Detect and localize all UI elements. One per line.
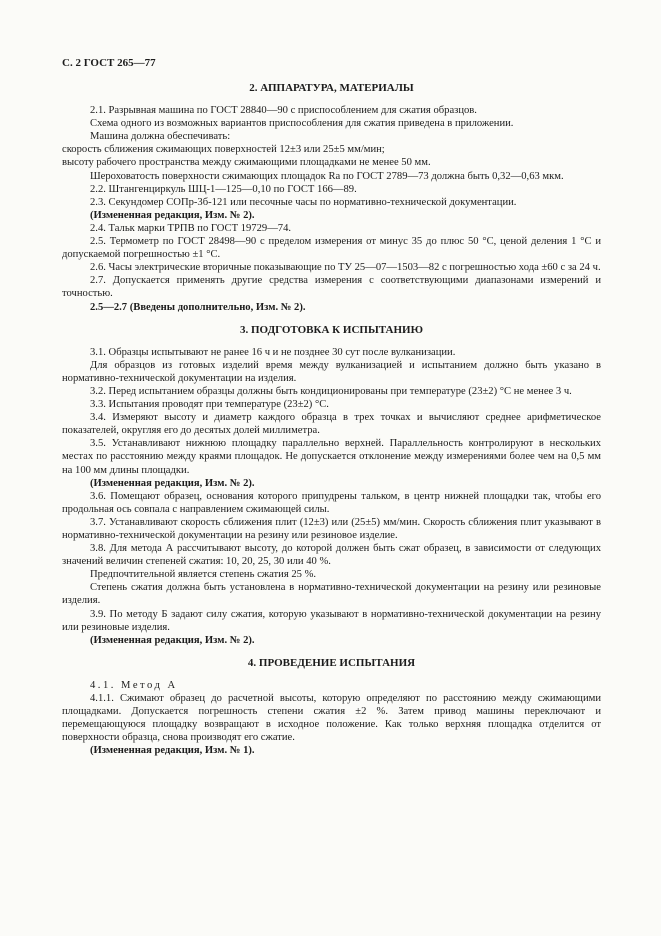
paragraph: 3.4. Измеряют высоту и диаметр каждого образца в трех точках и вычисляют среднее арифметическое показателей, округляя его до десятых долей миллиметра. — [62, 412, 601, 437]
method-heading: 4.1. Метод А — [90, 679, 178, 691]
paragraph: 2.5. Термометр по ГОСТ 28498—90 с пределом измерения от минус 35 до плюс 50 °С, ценой деления 1 °С и допускаемой погрешностью ±1 °С. — [62, 236, 601, 261]
amendment-note: (Измененная редакция, Изм. № 2). — [90, 634, 255, 646]
paragraph: 3.2. Перед испытанием образцы должны быть кондиционированы при температуре (23±2) °С не менее 3 ч. — [90, 385, 572, 397]
paragraph: 3.8. Для метода А рассчитывают высоту, до которой должен быть сжат образец, в зависимости от следующих значений величин степеней сжатия: 10, 20, 25, 30 или 40 %. — [62, 543, 601, 568]
paragraph: Шероховатость поверхности сжимающих площадок Ra по ГОСТ 2789—73 должна быть 0,32—0,63 мкм. — [90, 170, 564, 182]
paragraph: 2.6. Часы электрические вторичные показывающие по ТУ 25—07—1503—82 с погрешностью хода ±60 с за 24 ч. — [90, 262, 601, 274]
paragraph: 2.3. Секундомер СОПр-3б-121 или песочные часы по нормативно-технической документации. — [90, 196, 517, 208]
paragraph: 2.4. Тальк марки ТРПВ по ГОСТ 19729—74. — [90, 222, 292, 234]
paragraph: 3.9. По методу Б задают силу сжатия, которую указывают в нормативно-технической документации на резину или резиновые изделия. — [62, 608, 601, 633]
section-title: 3. ПОДГОТОВКА К ИСПЫТАНИЮ — [240, 323, 423, 336]
paragraph: 3.1. Образцы испытывают не ранее 16 ч и не позднее 30 сут после вулканизации. — [90, 346, 456, 358]
paragraph: высоту рабочего пространства между сжимающими площадками не менее 50 мм. — [62, 157, 431, 169]
paragraph: Схема одного из возможных вариантов приспособления для сжатия приведена в приложении. — [90, 118, 514, 130]
section-title: 2. АППАРАТУРА, МАТЕРИАЛЫ — [249, 82, 414, 94]
paragraph: Машина должна обеспечивать: — [90, 131, 231, 143]
amendment-note: (Измененная редакция, Изм. № 1). — [90, 745, 255, 757]
paragraph: 3.6. Помещают образец, основания которого припудрены тальком, в центр нижней площадки так, чтобы его продольная ось совпала с направлением сжимающей силы. — [62, 490, 601, 515]
amendment-note: (Измененная редакция, Изм. № 2). — [90, 477, 255, 489]
paragraph: 3.7. Устанавливают скорость сближения плит (12±3) или (25±5) мм/мин. Скорость сближения плит указывают в нормативно-технической документации на резину или резиновое изделие. — [62, 516, 601, 541]
paragraph: 2.1. Разрывная машина по ГОСТ 28840—90 с приспособлением для сжатия образцов. — [90, 105, 477, 117]
paragraph: 3.3. Испытания проводят при температуре (23±2) °С. — [90, 399, 329, 411]
paragraph: Предпочтительной является степень сжатия 25 %. — [90, 569, 317, 581]
paragraph: Для образцов из готовых изделий время между вулканизацией и испытанием должно быть указано в нормативно-технической документации на изделия. — [62, 359, 601, 384]
section-title: 4. ПРОВЕДЕНИЕ ИСПЫТАНИЯ — [247, 656, 416, 669]
paragraph: скорость сближения сжимающих поверхностей 12±3 или 25±5 мм/мин; — [62, 144, 385, 156]
amendment-note: (Измененная редакция, Изм. № 2). — [90, 209, 255, 221]
amendment-note: 2.5—2.7 (Введены дополнительно, Изм. № 2). — [90, 301, 306, 313]
paragraph: 3.5. Устанавливают нижнюю площадку параллельно верхней. Параллельность контролируют в нескольких местах по расстоянию между краями площадок. Не допускается отклонение между измерениями более чем на 0,5 мм на 100 мм длины площадки. — [62, 438, 601, 476]
paragraph: 4.1.1. Сжимают образец до расчетной высоты, которую определяют по расстоянию между сжимающими площадками. Допускается погрешность степени сжатия ±2 %. Затем привод машины переключают и перемещающуюся площадку возвращают в исходное положение. Как только верхняя площадка отделится от поверхности образца, снова производят его сжатие. — [62, 693, 601, 744]
paragraph: Степень сжатия должна быть установлена в нормативно-технической документации на резину или резиновые изделия. — [62, 582, 601, 607]
paragraph: 2.7. Допускается применять другие средства измерения с соответствующими диапазонами измерений и точностью. — [62, 275, 601, 300]
page-header: С. 2 ГОСТ 265—77 — [62, 57, 156, 69]
document-body — [62, 82, 601, 758]
paragraph: 2.2. Штангенциркуль ШЦ-1—125—0,10 по ГОСТ 166—89. — [90, 183, 357, 195]
